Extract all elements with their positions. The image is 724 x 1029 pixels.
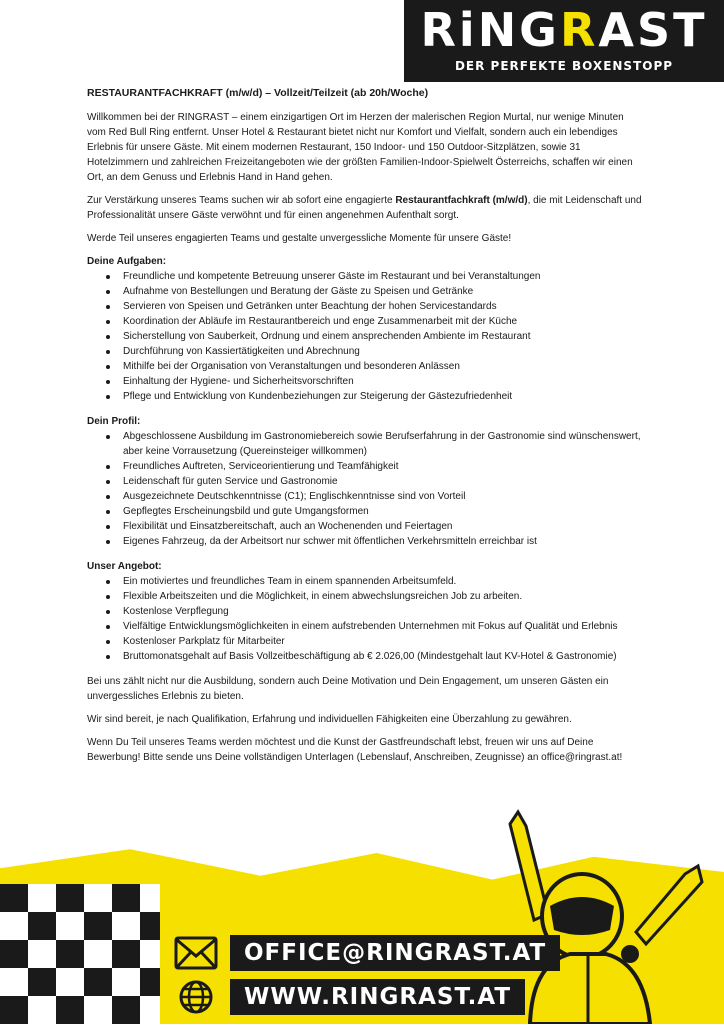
list-item: Aufnahme von Bestellungen und Beratung der Gäste zu Speisen und Getränke	[87, 284, 642, 299]
closing-paragraph: Wenn Du Teil unseres Teams werden möchtest und die Kunst der Gastfreundschaft lebst, freuen wir uns auf Deine Bewerbung! Bitte sende uns Deine vollständigen Unterlagen (Lebenslauf, Anschreiben, Zeugnisse) an office@ringrast.at!	[87, 737, 623, 763]
closing-paragraph: Bei uns zählt nicht nur die Ausbildung, sondern auch Deine Motivation und Dein Engagement, um unseren Gästen ein unvergessliches Erlebnis zu bieten.	[87, 676, 609, 702]
list-item: Gepflegtes Erscheinungsbild und gute Umgangsformen	[87, 504, 642, 519]
email-row	[172, 934, 560, 972]
list-item: Einhaltung der Hygiene- und Sicherheitsvorschriften	[87, 374, 642, 389]
list-item: Mithilfe bei der Organisation von Veranstaltungen und besonderen Anlässen	[87, 359, 642, 374]
team-paragraph: Werde Teil unseres engagierten Teams und gestalte unvergessliche Momente für unsere Gäste!	[87, 233, 512, 244]
search-text-after: , die mit Leidenschaft und Professionalität unsere Gäste verwöhnt und für einen angenehmen Aufenthalt sorgt.	[87, 195, 642, 221]
list-item: Flexibilität und Einsatzbereitschaft, auch an Wochenenden und Feiertagen	[87, 519, 642, 534]
checkered-flag-pattern	[0, 884, 160, 1024]
closing-paragraph: Wir sind bereit, je nach Qualifikation, Erfahrung und individuellen Fähigkeiten eine Überzahlung zu gewähren.	[87, 714, 572, 725]
list-item: Bruttomonatsgehalt auf Basis Vollzeitbeschäftigung ab € 2.026,00 (Mindestgehalt laut KV-Hotel & Gastronomie)	[87, 649, 642, 664]
logo-wordmark	[404, 4, 724, 56]
list-item: Pflege und Entwicklung von Kundenbeziehungen zur Steigerung der Gästezufriedenheit	[87, 389, 642, 404]
list-item: Flexible Arbeitszeiten und die Möglichkeit, in einem abwechslungsreichen Job zu arbeiten.	[87, 589, 642, 604]
envelope-icon	[172, 934, 220, 972]
search-highlight: Restaurantfachkraft (m/w/d)	[395, 195, 528, 206]
ringrast-logo	[404, 0, 724, 82]
section-aufgaben	[87, 254, 642, 404]
list-item: Kostenloser Parkplatz für Mitarbeiter	[87, 634, 642, 649]
list-item: Vielfältige Entwicklungsmöglichkeiten in einem aufstrebenden Unternehmen mit Fokus auf Qualität und Erlebnis	[87, 619, 642, 634]
search-paragraph	[87, 193, 642, 223]
section-angebot	[87, 559, 642, 664]
section-heading: Dein Profil:	[87, 416, 141, 427]
website-row	[172, 978, 525, 1016]
logo-tagline: DER PERFEKTE BOXENSTOPP	[454, 59, 674, 73]
bullet-list	[87, 429, 642, 549]
list-item: Freundliche und kompetente Betreuung unserer Gäste im Restaurant und bei Veranstaltungen	[87, 269, 642, 284]
checker-svg	[0, 884, 160, 1024]
search-text-before: Zur Verstärkung unseres Teams suchen wir ab sofort eine engagierte	[87, 195, 396, 206]
job-title: RESTAURANTFACHKRAFT (m/w/d) – Vollzeit/Teilzeit (ab 20h/Woche)	[87, 87, 429, 99]
job-posting	[87, 86, 642, 773]
email-link[interactable]: OFFICE@RINGRAST.AT	[230, 935, 560, 971]
list-item: Koordination der Abläufe im Restaurantbereich und enge Zusammenarbeit mit der Küche	[87, 314, 642, 329]
list-item: Freundliches Auftreten, Serviceorientierung und Teamfähigkeit	[87, 459, 642, 474]
list-item: Sicherstellung von Sauberkeit, Ordnung und einem ansprechenden Ambiente im Restaurant	[87, 329, 642, 344]
bullet-list	[87, 574, 642, 664]
list-item: Eigenes Fahrzeug, da der Arbeitsort nur schwer mit öffentlichen Verkehrsmitteln erreichbar ist	[87, 534, 642, 549]
section-profil	[87, 414, 642, 549]
bullet-list	[87, 269, 642, 404]
list-item: Durchführung von Kassiertätigkeiten und Abrechnung	[87, 344, 642, 359]
list-item: Ausgezeichnete Deutschkenntnisse (C1); Englischkenntnisse sind von Vorteil	[87, 489, 642, 504]
section-heading: Deine Aufgaben:	[87, 256, 167, 267]
logo-word-part-3: AST	[598, 3, 708, 57]
list-item: Kostenlose Verpflegung	[87, 604, 642, 619]
section-heading: Unser Angebot:	[87, 561, 162, 572]
list-item: Abgeschlossene Ausbildung im Gastronomiebereich sowie Berufserfahrung in der Gastronomie sind wünschenswert, aber keine Vorrausetzung (Quereinsteiger willkommen)	[87, 429, 642, 459]
website-link[interactable]: WWW.RINGRAST.AT	[230, 979, 525, 1015]
logo-word-part-1: RiNG	[420, 3, 560, 57]
intro-paragraph: Willkommen bei der RINGRAST – einem einzigartigen Ort im Herzen der malerischen Region Murtal, nur wenige Minuten vom Red Bull Ring entfernt. Unser Hotel & Restaurant bietet nicht nur Komfort und Vielfalt, sondern auch ein lebendiges Erlebnis für unsere Gäste. Mit einem modernen Restaurant, 150 Indoor- und 150 Outdoor-Sitzplätzen, sowie 31 Hotelzimmern und zahlreichen Freizeitangeboten wie der größten Familien-Indoor-Spielwelt Österreichs, schaffen wir einen Ort, an dem Genuss und Erlebnis Hand in Hand gehen.	[87, 112, 633, 183]
globe-icon	[172, 978, 220, 1016]
list-item: Leidenschaft für guten Service und Gastronomie	[87, 474, 642, 489]
logo-word-part-2: R	[559, 3, 599, 57]
list-item: Ein motiviertes und freundliches Team in einem spannenden Arbeitsumfeld.	[87, 574, 642, 589]
list-item: Servieren von Speisen und Getränken unter Beachtung der hohen Servicestandards	[87, 299, 642, 314]
